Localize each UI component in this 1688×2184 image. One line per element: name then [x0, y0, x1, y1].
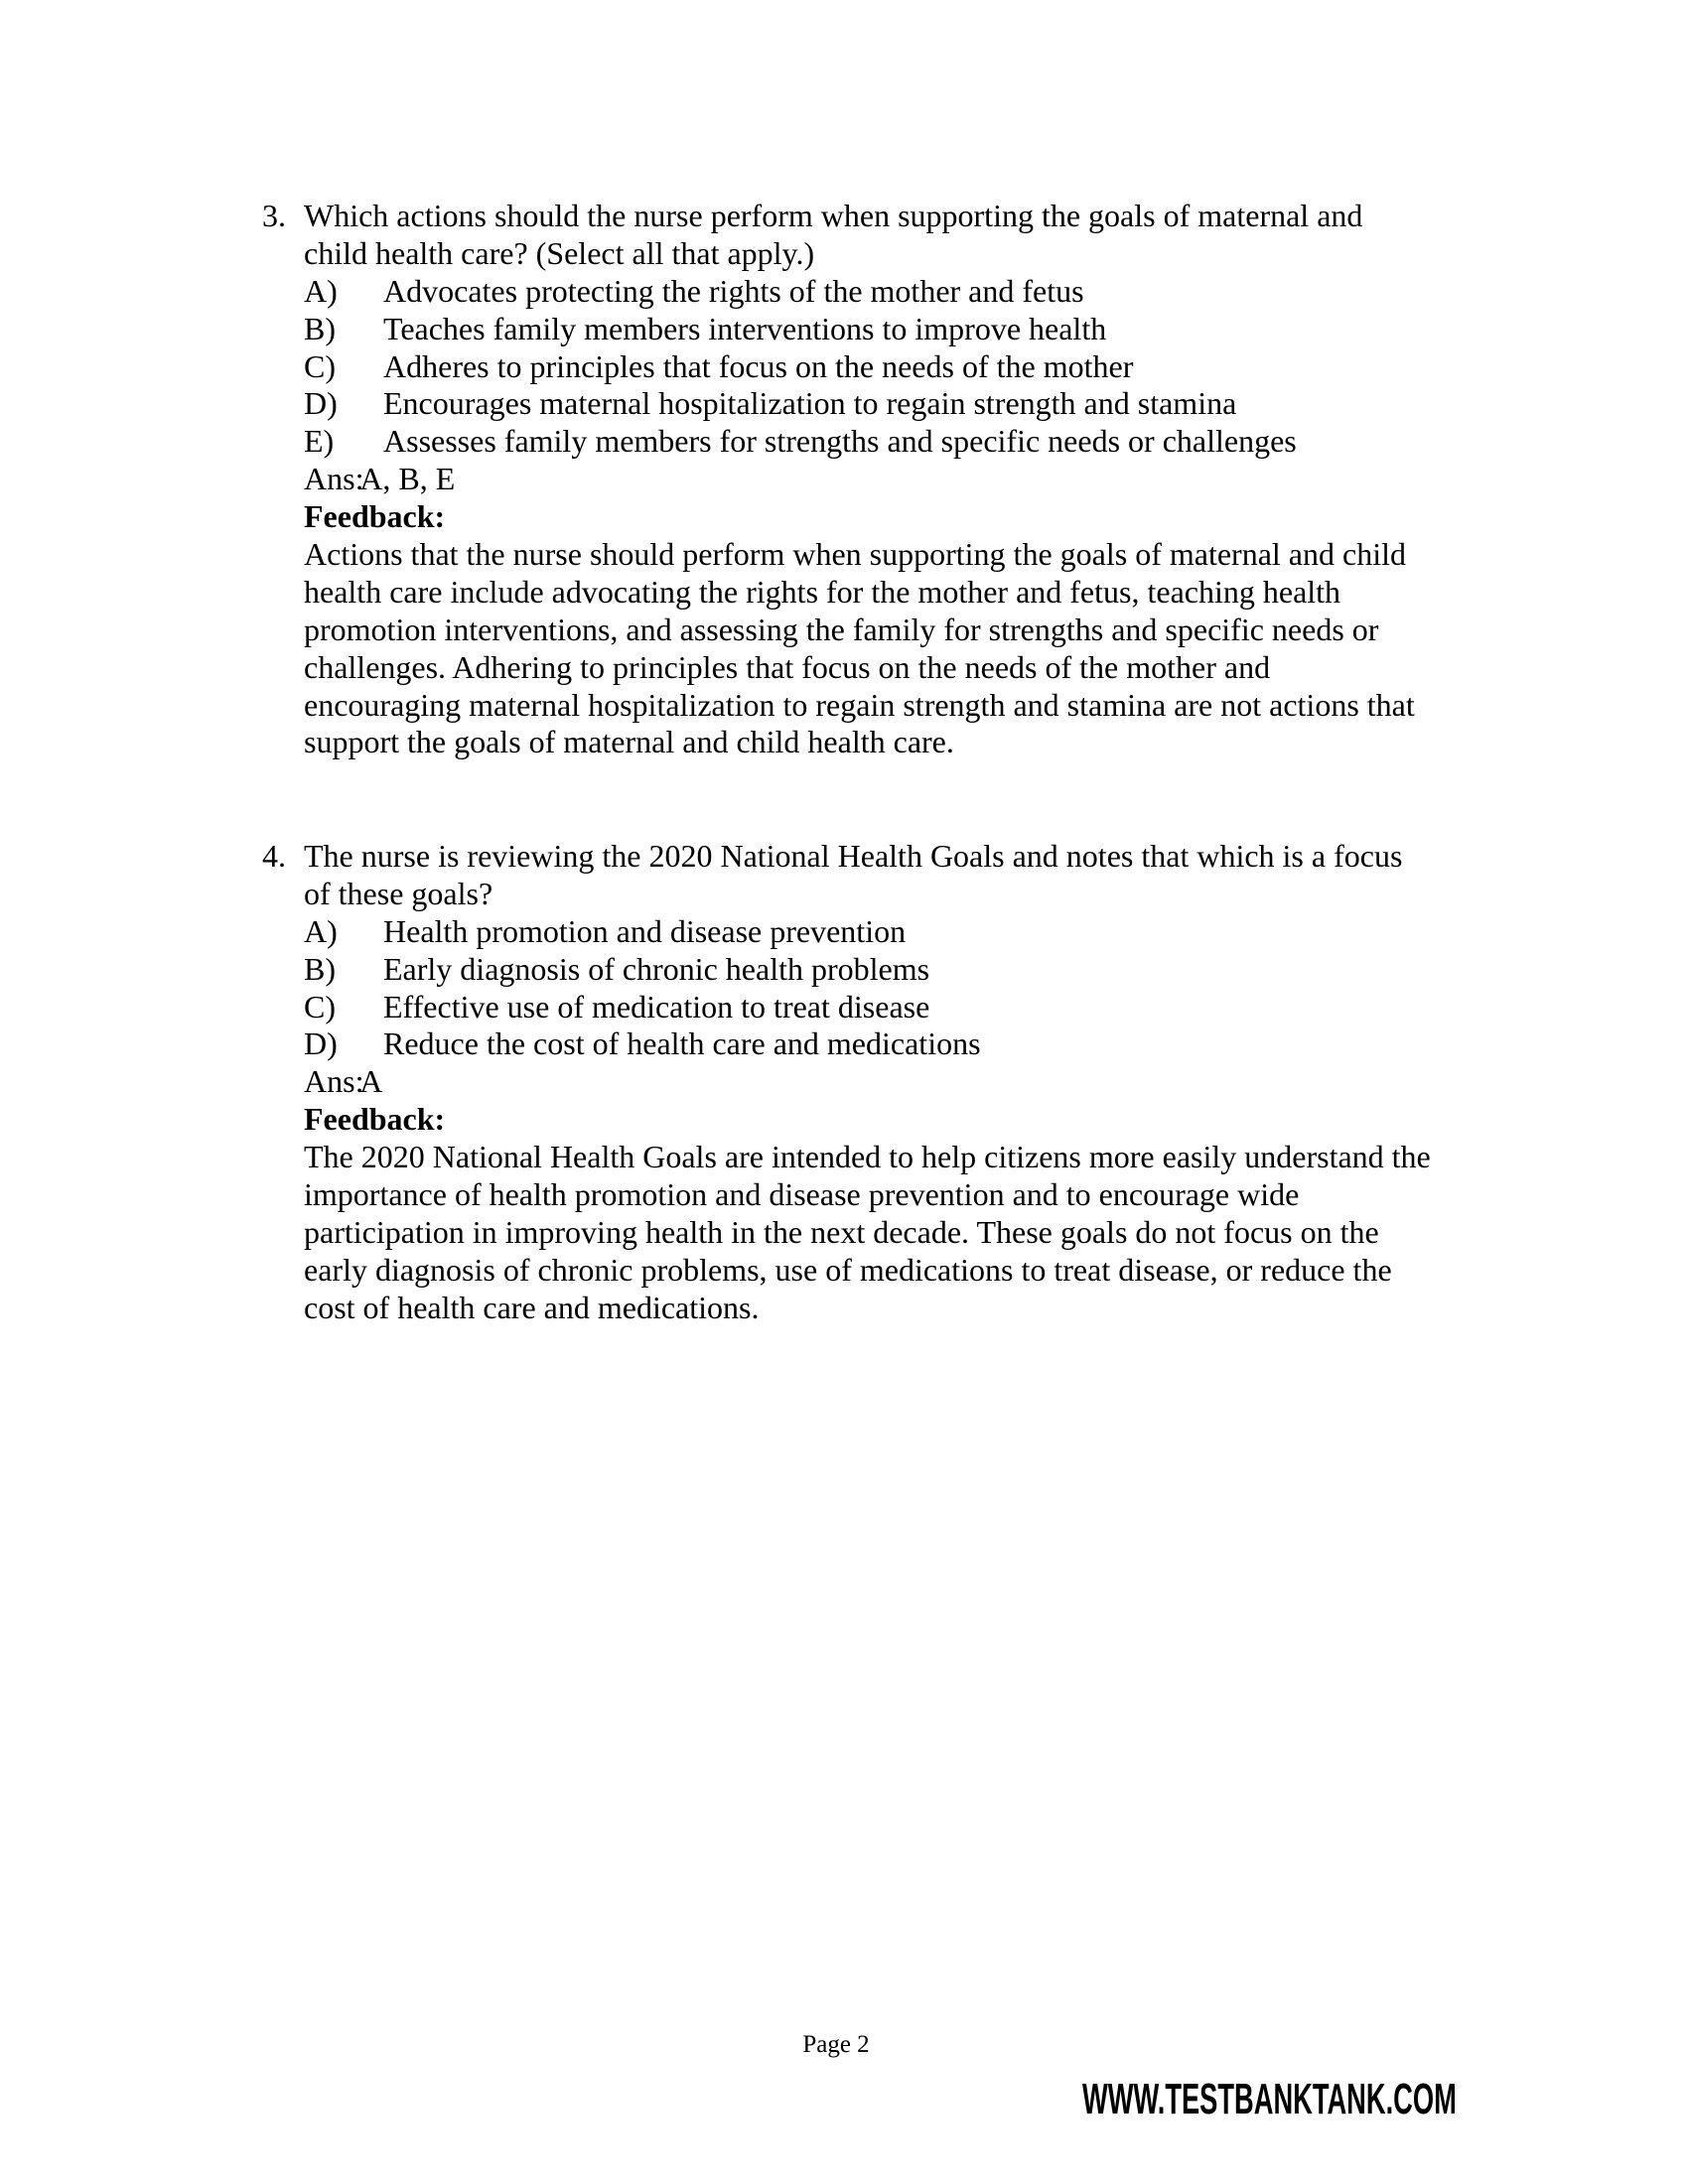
- option-label: B): [304, 310, 336, 346]
- answer-option: [262, 989, 1553, 1026]
- answer-option: [262, 385, 1553, 423]
- answer-option: [262, 951, 1553, 989]
- answer-label: Ans:: [304, 461, 364, 497]
- page-number: Page 2: [802, 2031, 870, 2058]
- option-label: A): [304, 912, 338, 949]
- option-text: Early diagnosis of chronic health problems: [383, 950, 930, 987]
- option-text: Assesses family members for strengths and specific needs or challenges: [383, 423, 1297, 460]
- answer-label: Ans:: [304, 1063, 364, 1100]
- question-stem-text: of these goals?: [304, 875, 493, 911]
- feedback-heading: Feedback:: [304, 498, 446, 535]
- question-stem-text: child health care? (Select all that apply.): [304, 234, 815, 271]
- watermark: WWW.TESTBANKTANK.COM: [1082, 2075, 1457, 2123]
- feedback-line: challenges. Adhering to principles that focus on the needs of the mother and: [304, 648, 1271, 685]
- feedback-heading: Feedback:: [304, 1101, 446, 1138]
- feedback-line: The 2020 National Health Goals are intended to help citizens more easily understand the: [304, 1139, 1431, 1175]
- answer-option: [262, 348, 1553, 386]
- option-label: B): [304, 950, 336, 987]
- answer-option: [262, 423, 1553, 461]
- feedback-line: promotion interventions, and assessing the family for strengths and specific needs or: [304, 611, 1379, 647]
- option-text: Adheres to principles that focus on the needs of the mother: [383, 347, 1134, 384]
- answer-option: [262, 913, 1553, 951]
- feedback-line: participation in improving health in the next decade. These goals do not focus on the: [304, 1213, 1379, 1250]
- feedback-line: cost of health care and medications.: [304, 1289, 760, 1325]
- question-number: 4.: [262, 838, 286, 874]
- feedback-line: support the goals of maternal and child health care.: [304, 724, 954, 760]
- feedback-line: health care include advocating the rights for the mother and fetus, teaching health: [304, 573, 1341, 610]
- answer-line: [262, 1063, 1553, 1101]
- option-text: Health promotion and disease prevention: [383, 912, 907, 949]
- option-label: A): [304, 272, 338, 309]
- feedback-line: Actions that the nurse should perform when supporting the goals of maternal and child: [304, 536, 1406, 573]
- question-number: 3.: [262, 198, 286, 233]
- answer-value: A: [359, 1063, 383, 1100]
- option-label: C): [304, 988, 336, 1024]
- feedback-line: encouraging maternal hospitalization to regain strength and stamina are not actions that: [304, 686, 1415, 723]
- answer-value: A, B, E: [359, 461, 456, 497]
- option-text: Reduce the cost of health care and medications: [383, 1025, 981, 1062]
- question-stem-line: [262, 235, 1553, 273]
- answer-line: [262, 461, 1553, 498]
- feedback-line: importance of health promotion and disease prevention and to encourage wide: [304, 1176, 1300, 1213]
- answer-option: [262, 311, 1553, 348]
- feedback-line: early diagnosis of chronic problems, use of medications to treat disease, or reduce the: [304, 1251, 1392, 1288]
- question-stem-text: The nurse is reviewing the 2020 National Health Goals and notes that which is a focus: [304, 838, 1403, 874]
- option-label: E): [304, 423, 335, 460]
- option-text: Teaches family members interventions to improve health: [383, 310, 1107, 346]
- option-label: D): [304, 1025, 338, 1062]
- question-stem-text: Which actions should the nurse perform when supporting the goals of maternal and: [304, 198, 1363, 233]
- question-stem-line: [262, 838, 1553, 876]
- question-4: [262, 838, 1553, 1327]
- answer-option: [262, 1025, 1553, 1063]
- option-text: Effective use of medication to treat disease: [383, 988, 930, 1024]
- option-text: Advocates protecting the rights of the mother and fetus: [383, 272, 1084, 309]
- option-text: Encourages maternal hospitalization to regain strength and stamina: [383, 385, 1237, 422]
- answer-option: [262, 273, 1553, 311]
- question-3: [262, 198, 1553, 761]
- question-stem-line: [262, 198, 1553, 235]
- question-stem-line: [262, 876, 1553, 913]
- option-label: D): [304, 385, 338, 422]
- option-label: C): [304, 347, 336, 384]
